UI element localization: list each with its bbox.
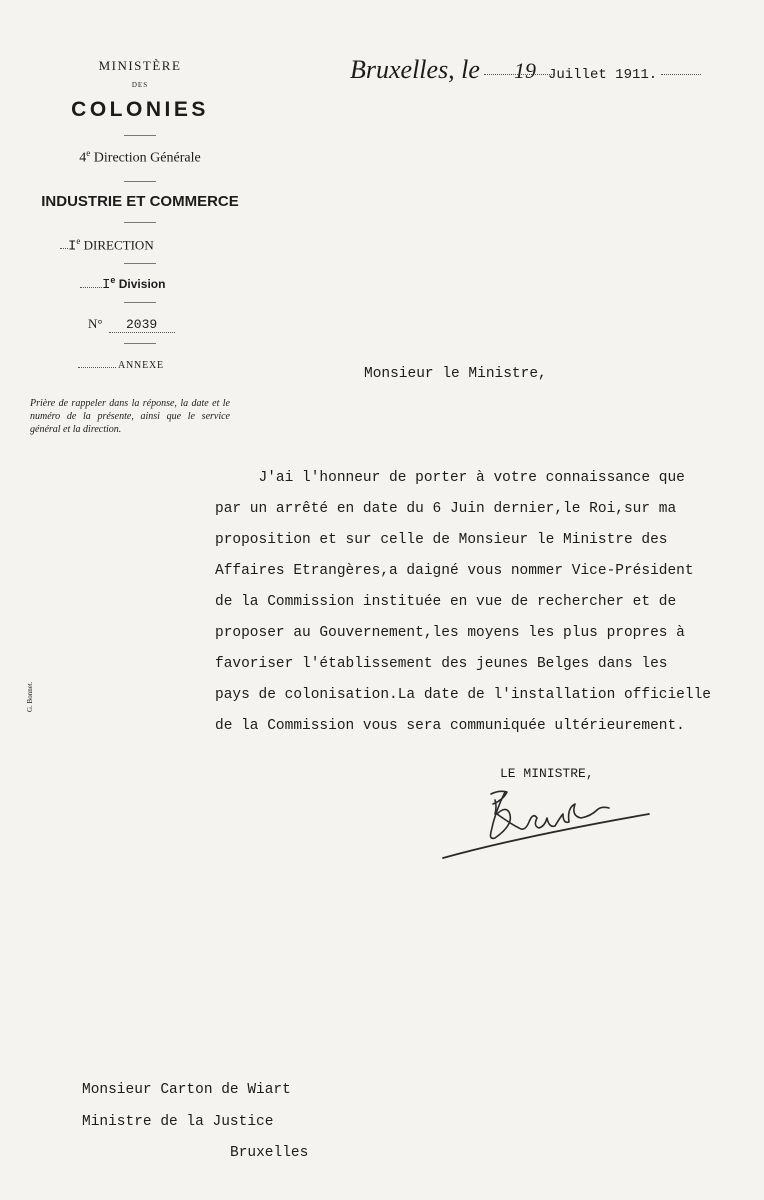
divider bbox=[124, 263, 156, 264]
body-line: de la Commission instituée en vue de rechercher et de bbox=[215, 594, 677, 610]
division-field: Ie Division bbox=[80, 275, 165, 293]
divider bbox=[124, 222, 156, 223]
numero-field: N° 2039 bbox=[88, 316, 175, 333]
reply-instruction-note: Prière de rappeler dans la réponse, la date et le numéro de la présente, ainsi que le service général et la direction. bbox=[30, 398, 230, 435]
body-line: proposition et sur celle de Monsieur le Ministre des bbox=[215, 532, 668, 548]
recipient-name: Monsieur Carton de Wiart bbox=[82, 1082, 291, 1098]
handwritten-signature bbox=[435, 780, 665, 870]
body-line: par un arrêté en date du 6 Juin dernier,le Roi,sur ma bbox=[215, 501, 677, 517]
salutation: Monsieur le Ministre, bbox=[364, 366, 547, 382]
printer-mark: G. Bonnet. bbox=[26, 681, 34, 712]
recipient-city: Bruxelles bbox=[230, 1145, 309, 1161]
date-line bbox=[350, 55, 701, 85]
divider bbox=[124, 302, 156, 303]
body-line: favoriser l'établissement des jeunes Belges dans les bbox=[215, 656, 668, 672]
divider bbox=[124, 181, 156, 182]
direction-field: Ie DIRECTION bbox=[60, 236, 154, 254]
body-line: proposer au Gouvernement,les moyens les plus propres à bbox=[215, 625, 685, 641]
date-day: 19 bbox=[513, 58, 536, 83]
date-month-year: Juillet 1911. bbox=[547, 67, 658, 83]
ministry-des: DES bbox=[131, 81, 149, 89]
annexe-field: ANNEXE bbox=[78, 360, 164, 371]
numero-value: 2039 bbox=[125, 317, 158, 332]
signatory: LE MINISTRE, bbox=[500, 766, 594, 781]
ministry-heading: MINISTÈRE bbox=[98, 58, 182, 73]
recipient-title: Ministre de la Justice bbox=[82, 1114, 274, 1130]
body-line: de la Commission vous sera communiquée ultérieurement. bbox=[215, 718, 685, 734]
divider bbox=[124, 343, 156, 344]
divider bbox=[124, 135, 156, 136]
body-line: Affaires Etrangères,a daigné vous nommer Vice-Président bbox=[215, 563, 694, 579]
ministry-colonies: COLONIES bbox=[71, 98, 209, 121]
industrie-commerce: INDUSTRIE ET COMMERCE bbox=[41, 193, 239, 210]
body-line: pays de colonisation.La date de l'installation officielle bbox=[215, 687, 711, 703]
body-line: J'ai l'honneur de porter à votre connaissance que bbox=[215, 470, 685, 486]
date-place: Bruxelles, le bbox=[350, 55, 480, 84]
direction-generale: 4e Direction Générale bbox=[79, 148, 201, 166]
